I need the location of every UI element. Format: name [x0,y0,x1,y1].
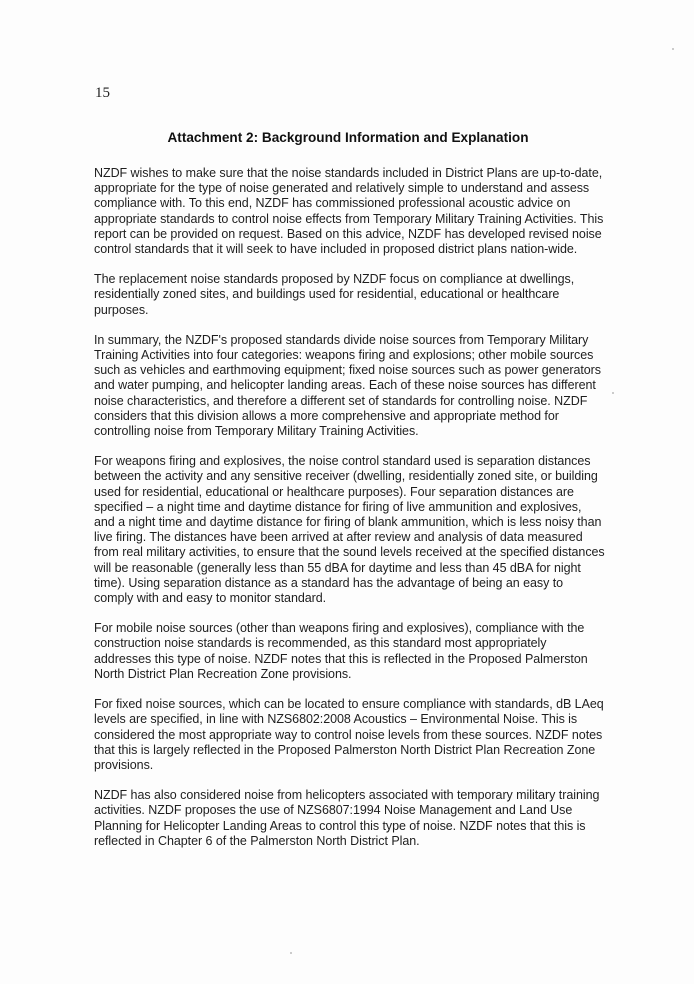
section-heading: Attachment 2: Background Information and Explanation [167,130,529,145]
paragraph-focus: The replacement noise standards proposed by NZDF focus on compliance at dwellings, residentially zoned sites, and buildings used for residential, educational or healthcare purposes. [94,272,575,317]
body-text [94,166,605,864]
paragraph-helicopters: NZDF has also considered noise from helicopters associated with temporary military training activities. NZDF proposes the use of NZS6807:1994 Noise Management and Land Use Planning for Helicopter Landing Areas to control this type of noise. NZDF notes that this is reflected in Chapter 6 of the Palmerston North District Plan. [94,788,600,848]
paragraph-summary: In summary, the NZDF's proposed standards divide noise sources from Temporary Military Training Activities into four categories: weapons firing and explosions; other mobile sources such as vehicles and earthmoving equipment; fixed noise sources such as power generators and water pumping, and helicopter landing areas. Each of these noise sources has different noise characteristics, and therefore a different set of standards for controlling noise. NZDF considers that this division allows a more comprehensive and appropriate method for controlling noise from Temporary Military Training Activities. [94,332,601,439]
scan-speck [672,48,674,50]
paragraph-weapons: For weapons firing and explosives, the noise control standard used is separation distances between the activity and any sensitive receiver (dwelling, residentially zoned site, or building used for residential, educational or healthcare purposes). Four separation distances are specified – a night time and daytime distance for firing of live ammunition and explosives, and a night time and daytime distance for firing of blank ammunition, which is less noisy than live firing. The distances have been arrived at after review and analysis of data measured from real military activities, to ensure that the sound levels received at the specified distances will be reasonable (generally less than 55 dBA for daytime and less than 45 dBA for night time). Using separation distance as a standard has the advantage of being an easy to comply with and easy to monitor standard. [94,454,605,606]
paragraph-fixed: For fixed noise sources, which can be located to ensure compliance with standards, dB LAeq levels are specified, in line with NZS6802:2008 Acoustics – Environmental Noise. This is considered the most appropriate way to control noise levels from these sources. NZDF notes that this is largely reflected in the Proposed Palmerston North District Plan Recreation Zone provisions. [94,697,604,772]
paragraph-mobile: For mobile noise sources (other than weapons firing and explosives), compliance with the construction noise standards is recommended, as this standard most appropriately addresses this type of noise. NZDF notes that this is reflected in the Proposed Palmerston North District Plan Recreation Zone provisions. [94,621,588,681]
scan-speck [612,392,614,394]
page-number: 15 [95,85,110,101]
scan-speck [290,952,292,954]
paragraph-intro: NZDF wishes to make sure that the noise standards included in District Plans are up-to-date, appropriate for the type of noise generated and relatively simple to understand and assess compliance with. To this end, NZDF has commissioned professional acoustic advice on appropriate standards to control noise effects from Temporary Military Training Activities. This report can be provided on request. Based on this advice, NZDF has developed revised noise control standards that it will seek to have included in proposed district plans nation-wide. [94,166,604,257]
